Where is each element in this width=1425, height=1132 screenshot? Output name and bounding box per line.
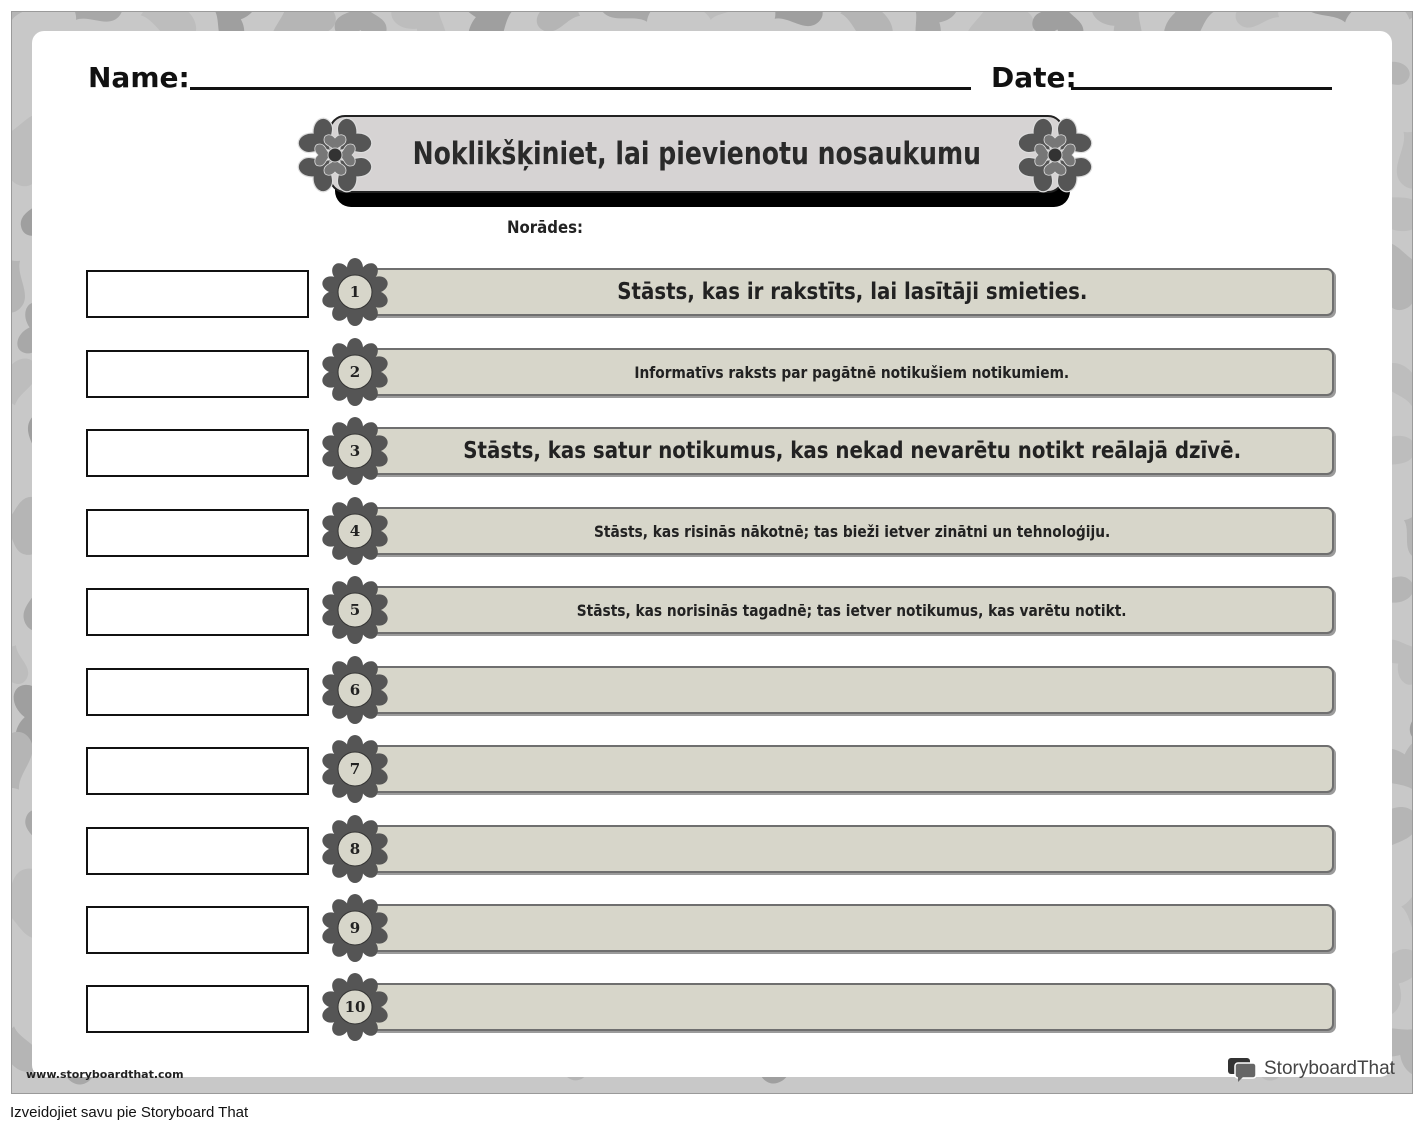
definition-text: Informatīvs raksts par pagātnē notikušiem notikumiem. xyxy=(634,362,1070,382)
definition-bar[interactable] xyxy=(370,666,1334,714)
brand-name: StoryboardThat xyxy=(1264,1058,1395,1079)
answer-box[interactable] xyxy=(86,429,309,477)
list-item xyxy=(0,266,1425,326)
definition-bar[interactable] xyxy=(370,507,1334,555)
speech-bubble-icon xyxy=(1226,1056,1258,1082)
definition-text: Stāsts, kas norisinās tagadnē; tas ietver notikumus, kas varētu notikt. xyxy=(577,600,1127,620)
number-badge xyxy=(318,970,392,1044)
list-item xyxy=(0,425,1425,485)
answer-box[interactable] xyxy=(86,906,309,954)
definition-bar[interactable] xyxy=(370,904,1334,952)
definition-bar[interactable] xyxy=(370,348,1334,396)
list-item xyxy=(0,902,1425,962)
definition-bar[interactable] xyxy=(370,825,1334,873)
answer-box[interactable] xyxy=(86,668,309,716)
site-url: www.storyboardthat.com xyxy=(26,1068,184,1081)
footer-caption: Izveidojiet savu pie Storyboard That xyxy=(10,1104,249,1121)
number-badge xyxy=(318,573,392,647)
answer-box[interactable] xyxy=(86,588,309,636)
answer-box[interactable] xyxy=(86,747,309,795)
item-number: 10 xyxy=(344,998,366,1016)
definition-bar[interactable] xyxy=(370,268,1334,316)
number-badge xyxy=(318,891,392,965)
date-field[interactable] xyxy=(1071,87,1332,90)
list-item xyxy=(0,743,1425,803)
answer-box[interactable] xyxy=(86,985,309,1033)
number-badge xyxy=(318,812,392,886)
number-badge xyxy=(318,414,392,488)
definition-bar[interactable] xyxy=(370,983,1334,1031)
title-banner[interactable] xyxy=(335,115,1070,201)
list-item xyxy=(0,505,1425,565)
answer-box[interactable] xyxy=(86,350,309,398)
date-label: Date: xyxy=(991,61,1077,94)
definition-bar[interactable] xyxy=(370,745,1334,793)
number-badge xyxy=(318,335,392,409)
item-number: 1 xyxy=(349,283,361,301)
item-number: 4 xyxy=(349,522,361,540)
answer-box[interactable] xyxy=(86,509,309,557)
item-number: 7 xyxy=(349,760,361,778)
item-number: 5 xyxy=(349,601,361,619)
item-number: 9 xyxy=(349,919,361,937)
worksheet-title[interactable]: Noklikšķiniet, lai pievienotu nosaukumu xyxy=(412,136,981,172)
name-field[interactable] xyxy=(190,87,971,90)
number-badge xyxy=(318,255,392,329)
item-number: 8 xyxy=(349,840,361,858)
item-number: 3 xyxy=(349,442,361,460)
flower-left-icon xyxy=(292,112,378,198)
definition-bar[interactable] xyxy=(370,586,1334,634)
definition-text: Stāsts, kas risinās nākotnē; tas bieži ietver zinātni un tehnoloģiju. xyxy=(593,521,1111,541)
name-label: Name: xyxy=(88,61,190,94)
list-item xyxy=(0,981,1425,1041)
answer-box[interactable] xyxy=(86,270,309,318)
definition-text: Stāsts, kas satur notikumus, kas nekad nevarētu notikt reālajā dzīvē. xyxy=(463,438,1241,464)
flower-right-icon xyxy=(1012,112,1098,198)
number-badge xyxy=(318,732,392,806)
number-badge xyxy=(318,494,392,568)
item-number: 6 xyxy=(349,681,361,699)
title-banner-face xyxy=(329,115,1064,193)
definition-text: Stāsts, kas ir rakstīts, lai lasītāji smieties. xyxy=(616,279,1088,305)
list-item xyxy=(0,584,1425,644)
list-item xyxy=(0,823,1425,883)
number-badge xyxy=(318,653,392,727)
list-item xyxy=(0,664,1425,724)
brand-logo xyxy=(1226,1056,1395,1082)
item-number: 2 xyxy=(349,363,361,381)
answer-box[interactable] xyxy=(86,827,309,875)
definition-bar[interactable] xyxy=(370,427,1334,475)
instructions-label: Norādes: xyxy=(507,218,584,238)
list-item xyxy=(0,346,1425,406)
